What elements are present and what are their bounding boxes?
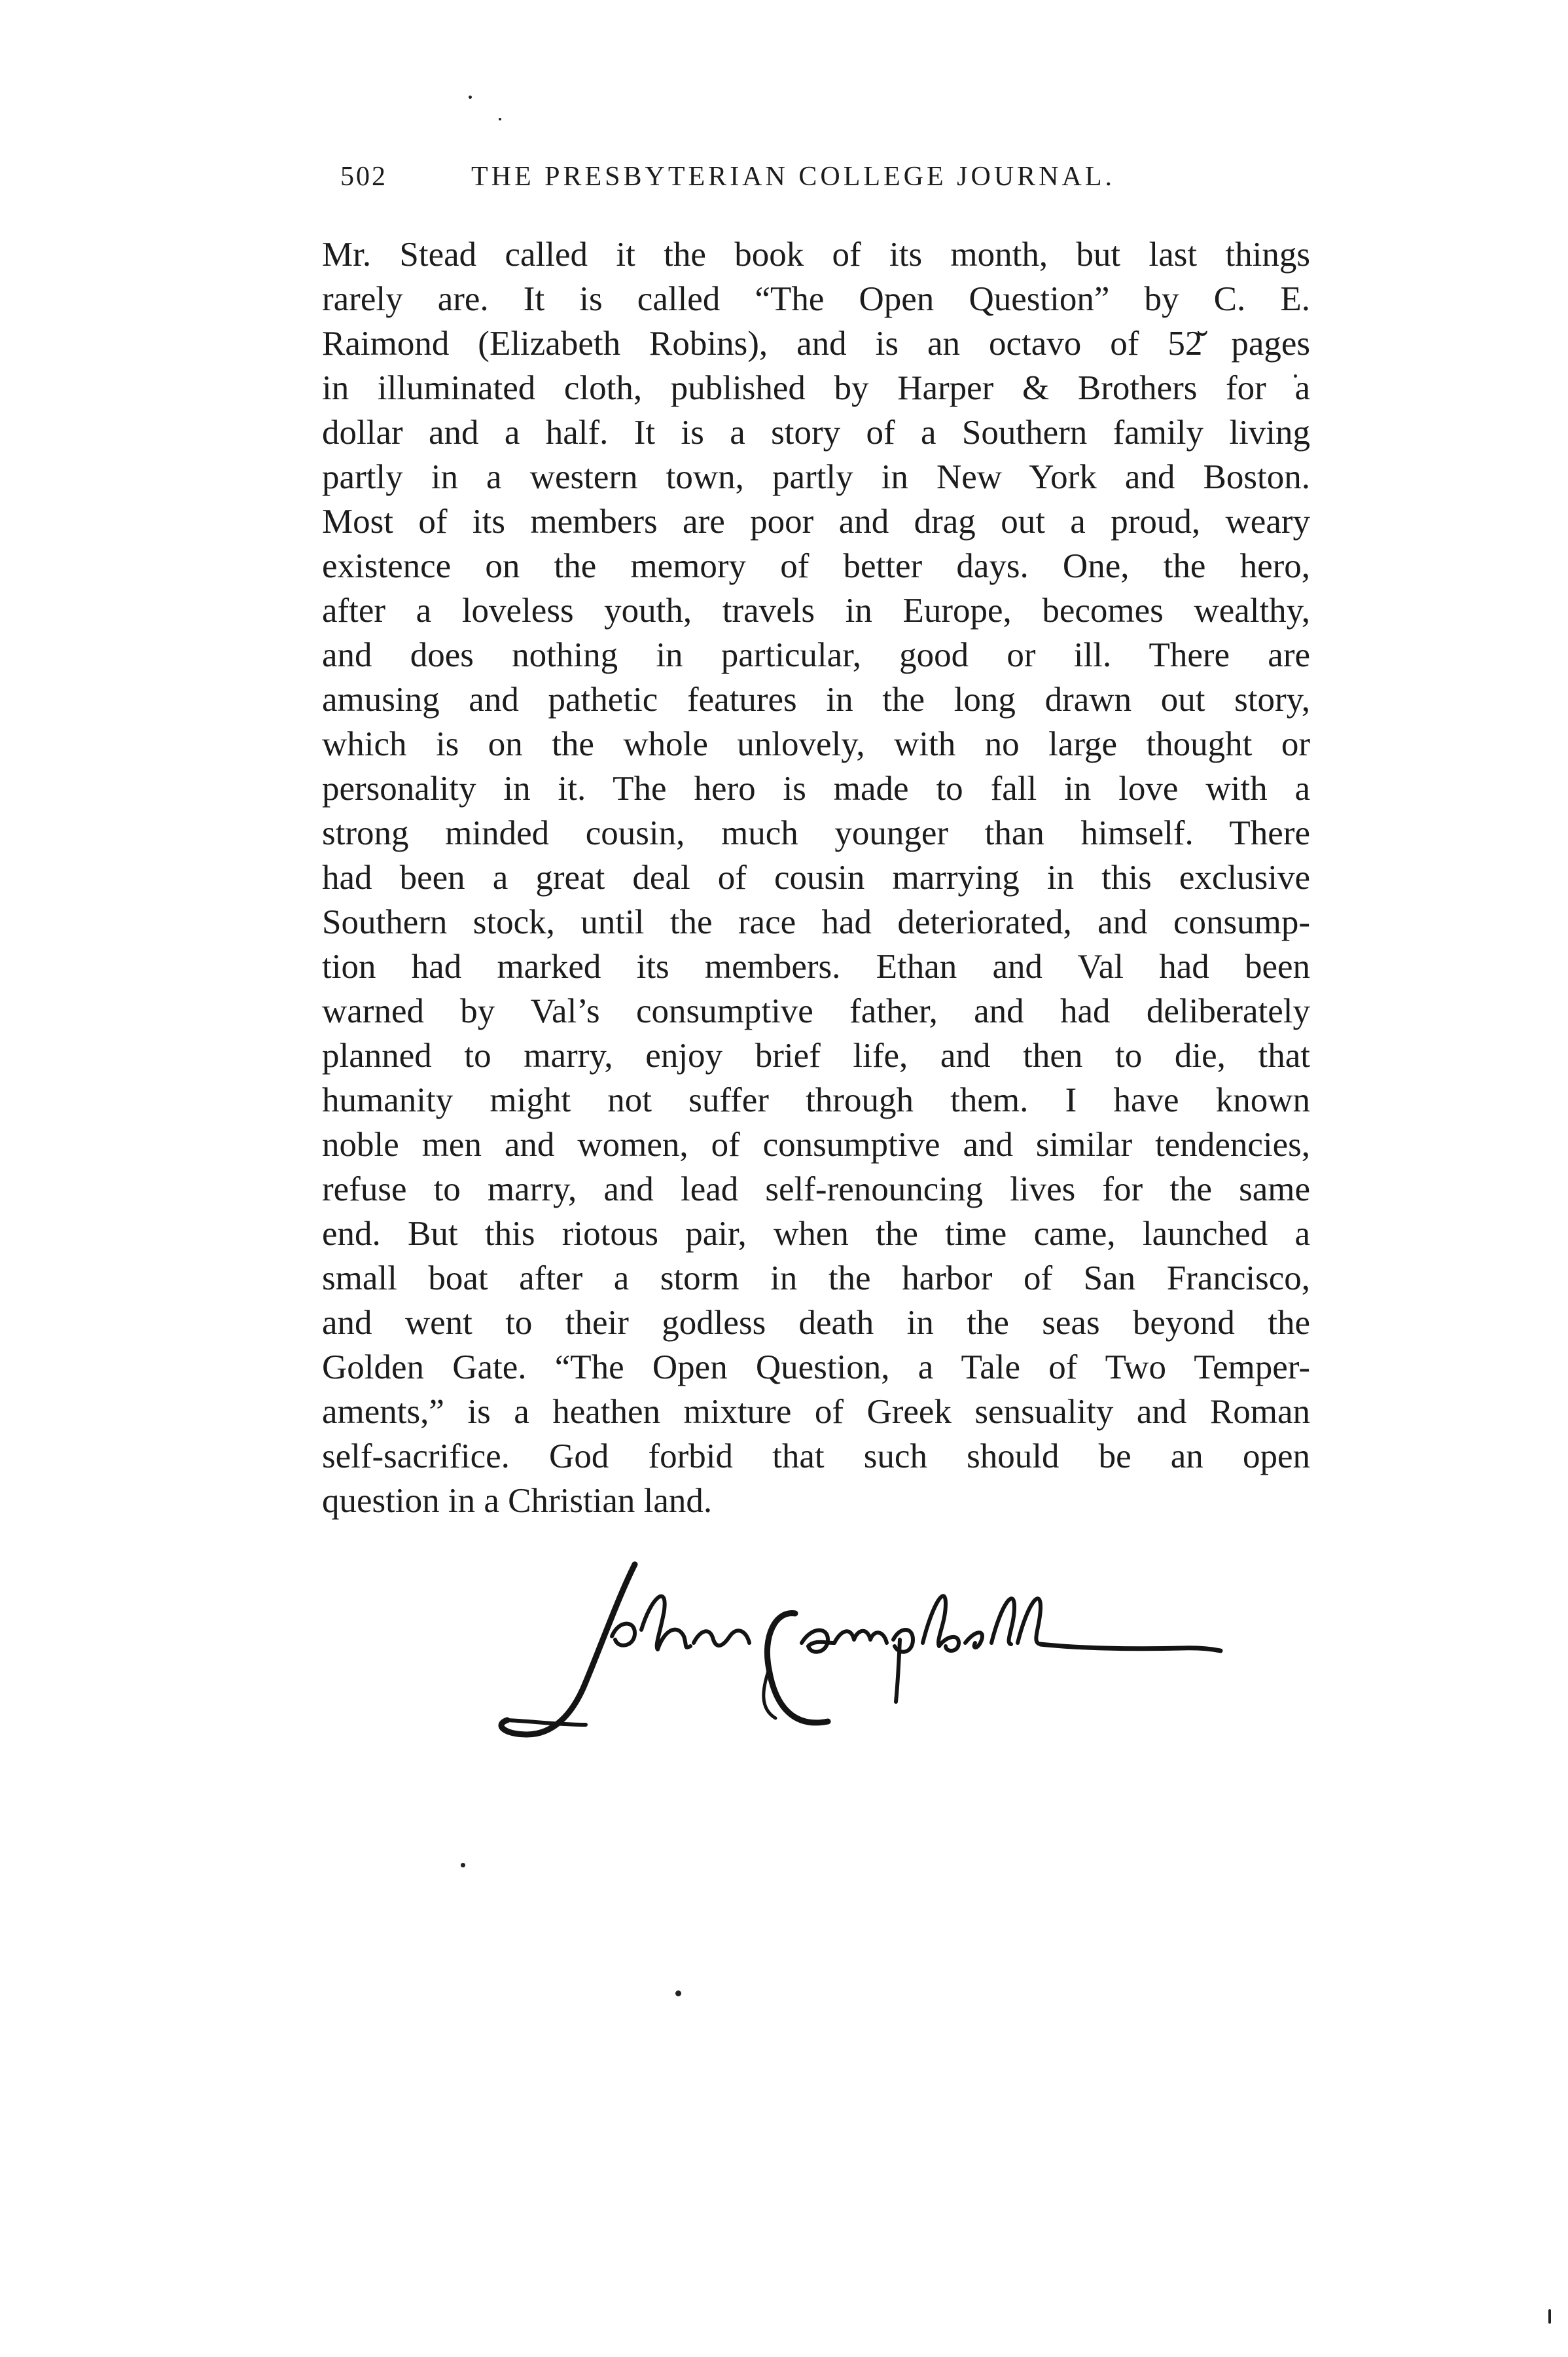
text-line: in illuminated cloth, published by Harper & Brothers for a xyxy=(322,369,1310,407)
text-line: which is on the whole unlovely, with no large thought or xyxy=(322,725,1310,763)
ink-speck xyxy=(1548,2309,1551,2324)
text-line: rarely are. It is called “The Open Question” by C. E. xyxy=(322,280,1310,318)
handwritten-signature xyxy=(488,1558,1234,1767)
text-line: Southern stock, until the race had deteriorated, and consump- xyxy=(322,903,1310,941)
text-line: small boat after a storm in the harbor of San Francisco, xyxy=(322,1259,1310,1297)
text-line: noble men and women, of consumptive and similar tendencies, xyxy=(322,1126,1310,1164)
text-line: existence on the memory of better days. One, the hero, xyxy=(322,547,1310,585)
text-line: had been a great deal of cousin marrying in this exclusive xyxy=(322,859,1310,897)
running-head xyxy=(340,161,1253,200)
text-line: humanity might not suffer through them. I have known xyxy=(322,1081,1310,1119)
text-line: end. But this riotous pair, when the time came, launched a xyxy=(322,1215,1310,1253)
text-line: Raimond (Elizabeth Robins), and is an octavo of 52̆ pages xyxy=(322,325,1310,363)
text-line: planned to marry, enjoy brief life, and then to die, that xyxy=(322,1037,1310,1075)
journal-title: THE PRESBYTERIAN COLLEGE JOURNAL. xyxy=(471,162,1115,192)
text-line: aments,” is a heathen mixture of Greek sensuality and Roman xyxy=(322,1393,1310,1431)
text-line: personality in it. The hero is made to fall in love with a xyxy=(322,770,1310,808)
ink-speck xyxy=(469,96,472,99)
text-line: and went to their godless death in the seas beyond the xyxy=(322,1304,1310,1342)
text-line: question in a Christian land. xyxy=(322,1482,713,1520)
text-line: and does nothing in particular, good or ill. There are xyxy=(322,636,1310,674)
text-line: strong minded cousin, much younger than himself. There xyxy=(322,814,1310,852)
signature-drawing xyxy=(488,1558,1234,1767)
ink-speck xyxy=(461,1863,465,1867)
text-line: partly in a western town, partly in New York and Boston. xyxy=(322,458,1310,496)
text-line: dollar and a half. It is a story of a Southern family living xyxy=(322,414,1310,452)
text-line: Most of its members are poor and drag out a proud, weary xyxy=(322,503,1310,541)
text-line: after a loveless youth, travels in Europe, becomes wealthy, xyxy=(322,592,1310,630)
body-paragraph xyxy=(322,232,1310,1523)
text-line: refuse to marry, and lead self-renouncing lives for the same xyxy=(322,1170,1310,1208)
text-line: Mr. Stead called it the book of its month, but last things xyxy=(322,236,1310,274)
text-line: amusing and pathetic features in the long drawn out story, xyxy=(322,681,1310,719)
text-line: Golden Gate. “The Open Question, a Tale of Two Temper- xyxy=(322,1348,1310,1386)
text-line: warned by Val’s consumptive father, and had deliberately xyxy=(322,992,1310,1030)
text-line: tion had marked its members. Ethan and Val had been xyxy=(322,948,1310,986)
text-line: self-sacrifice. God forbid that such should be an open xyxy=(322,1437,1310,1475)
page-number: 502 xyxy=(340,162,387,192)
ink-speck xyxy=(675,1990,681,1996)
ink-speck xyxy=(499,118,501,120)
